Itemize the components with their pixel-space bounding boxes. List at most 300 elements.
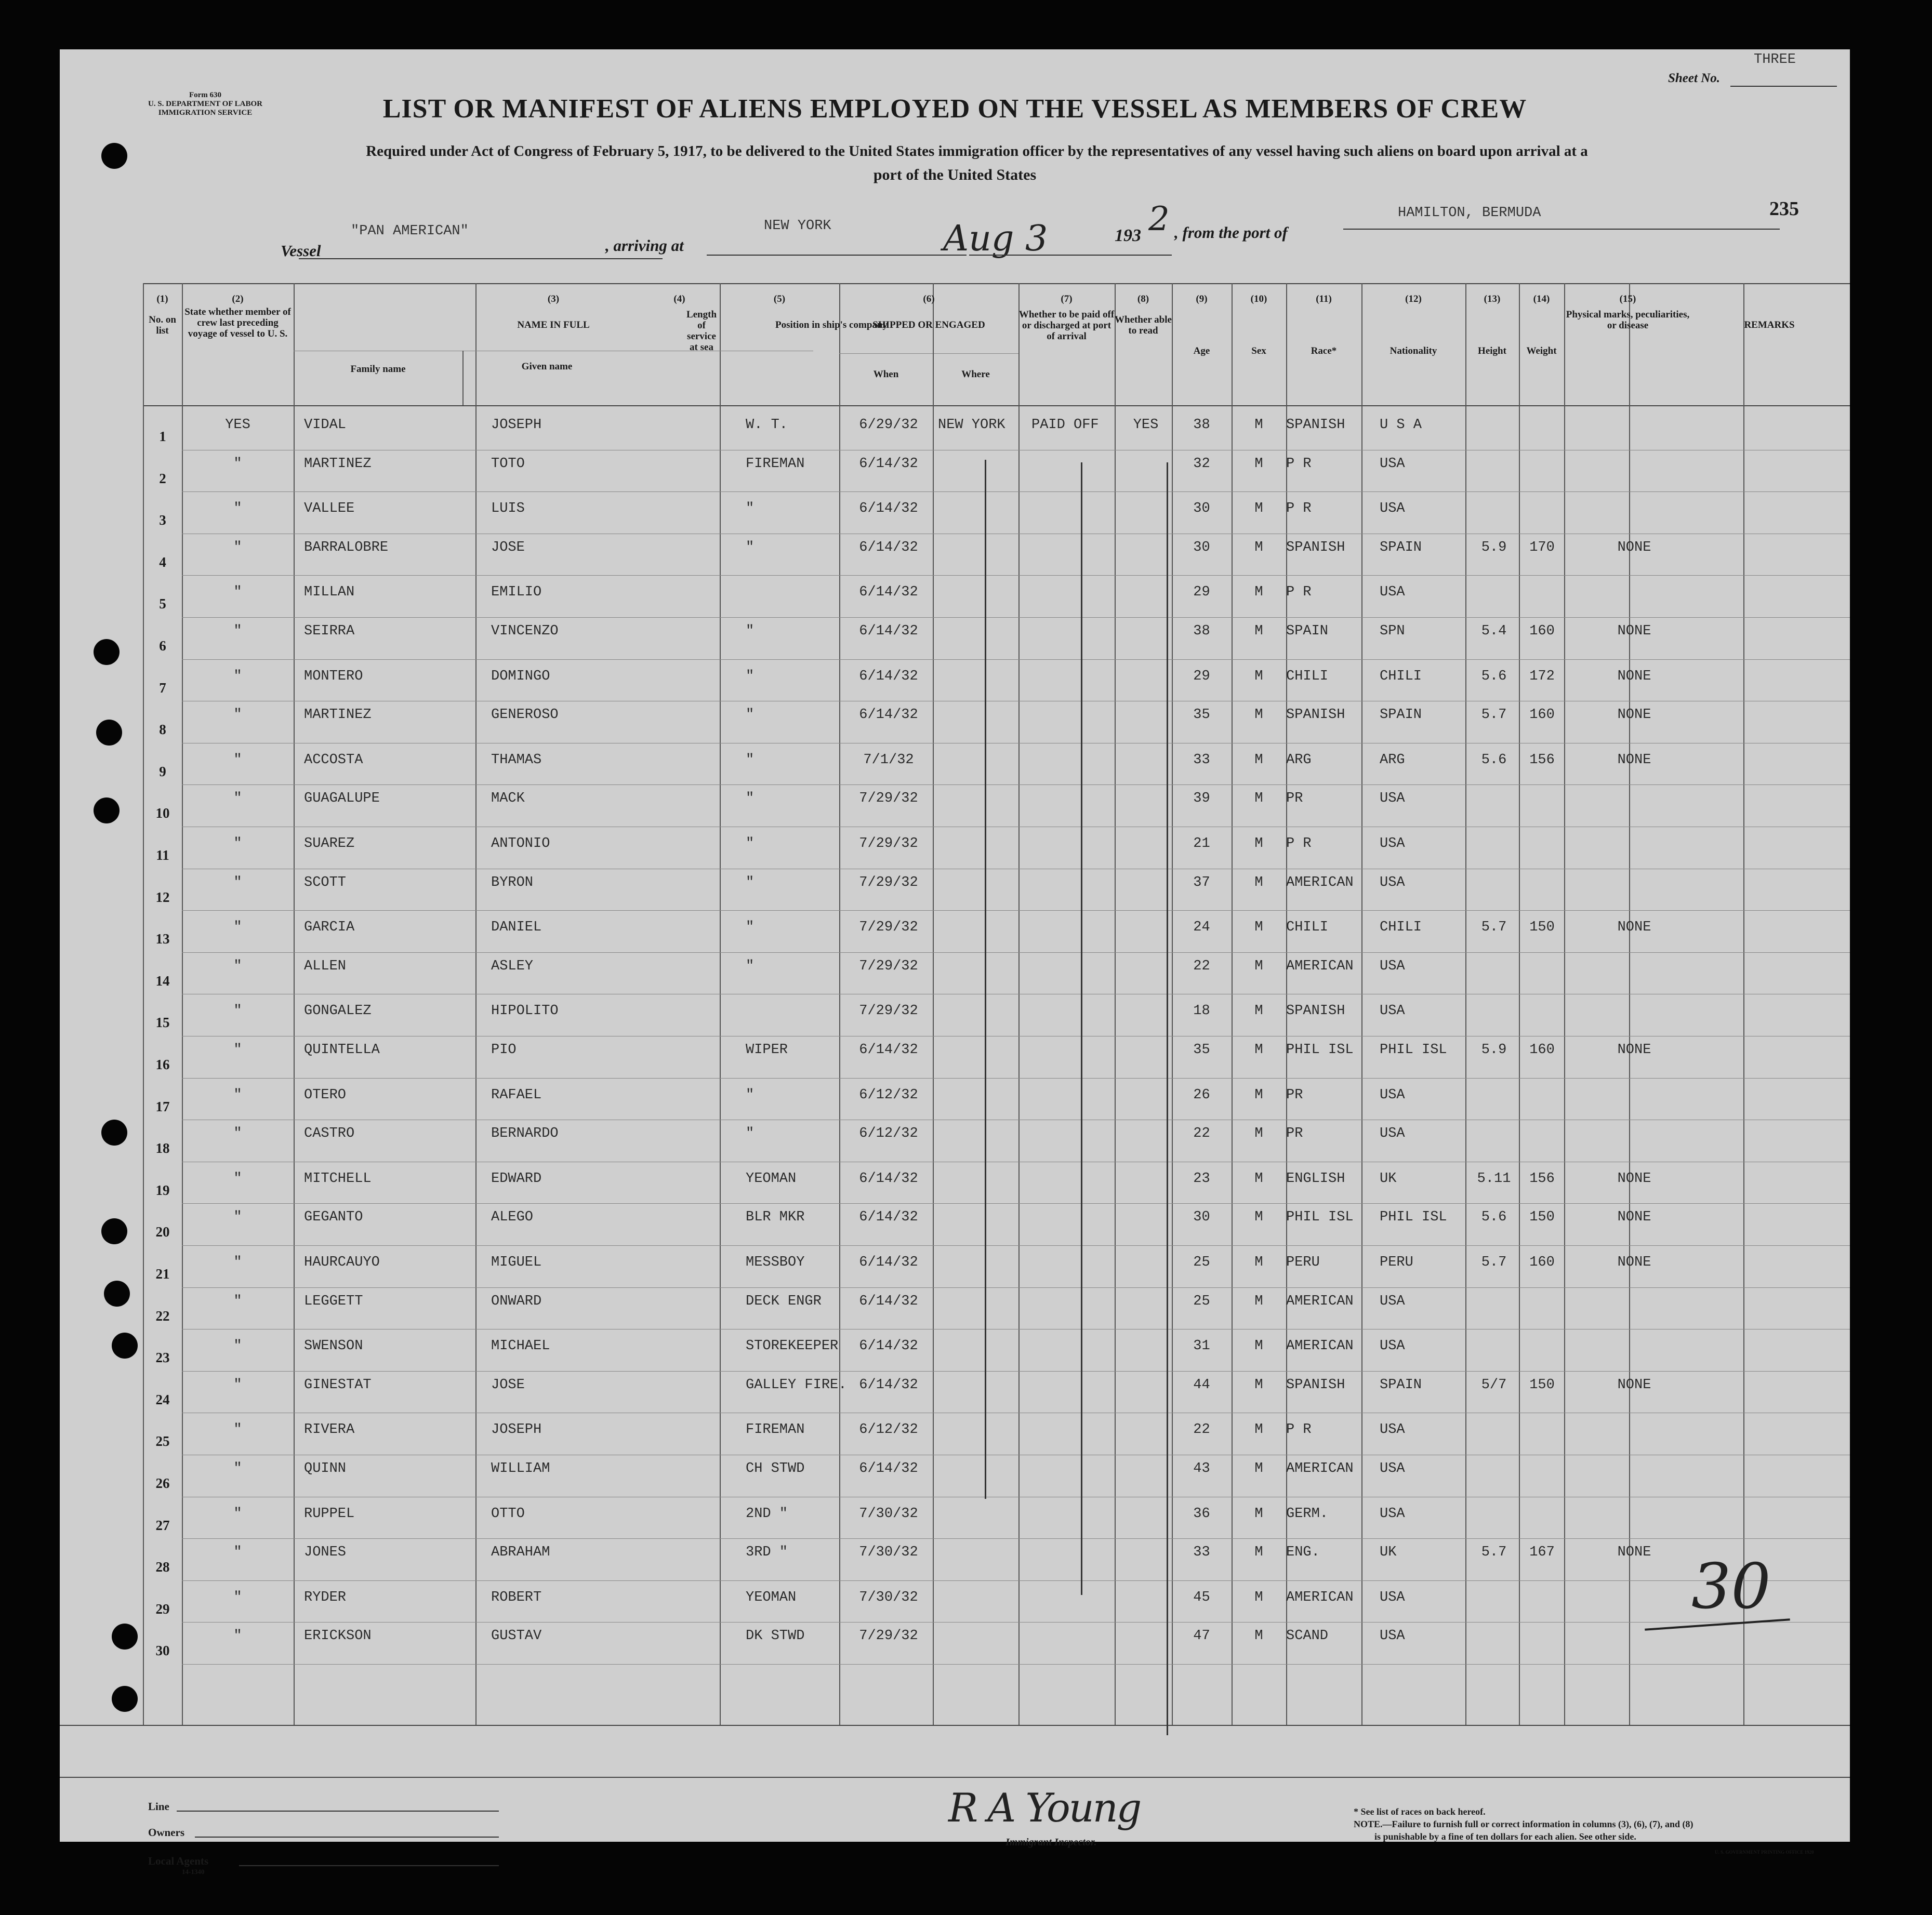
physical-marks-cell: NONE [1617, 1209, 1651, 1226]
form-department: U. S. DEPARTMENT OF LABOR [148, 100, 263, 108]
physical-marks-cell: NONE [1617, 1255, 1651, 1270]
age-cell: 45 [1193, 1589, 1210, 1605]
sheet-no-value: THREE [1754, 52, 1796, 68]
family-name-cell: SUAREZ [304, 836, 355, 852]
row-number: 12 [155, 889, 170, 905]
race-cell: PHIL ISL [1286, 1042, 1354, 1058]
line-label: Line [148, 1800, 169, 1813]
age-cell: 29 [1193, 668, 1210, 684]
shipped-when-cell: 6/14/32 [859, 584, 918, 601]
sex-cell: M [1254, 1506, 1263, 1522]
nationality-cell: SPAIN [1380, 707, 1422, 723]
family-name-cell: SCOTT [304, 874, 347, 890]
prev-voyage-cell: " [233, 623, 242, 639]
given-name-cell: JOSE [491, 539, 525, 555]
position-cell: 3RD " [746, 1545, 788, 1561]
family-name-cell: BARRALOBRE [304, 539, 389, 555]
col-num-10: (10) [1250, 294, 1267, 304]
weight-cell: 156 [1529, 1171, 1555, 1187]
family-name-cell: QUINTELLA [304, 1042, 380, 1058]
race-cell: SPANISH [1286, 707, 1345, 723]
given-name-cell: MACK [491, 791, 525, 807]
row-rule [182, 1245, 1850, 1246]
family-name-cell: GARCIA [304, 920, 355, 936]
race-cell: PR [1286, 1087, 1303, 1103]
sex-cell: M [1254, 1003, 1263, 1019]
row-rule [182, 659, 1850, 660]
sex-cell: M [1254, 1126, 1263, 1142]
subtitle-line2: port of the United States [873, 166, 1037, 183]
prev-voyage-cell: " [233, 668, 242, 684]
family-name-cell: MITCHELL [304, 1171, 372, 1187]
nationality-cell: UK [1380, 1545, 1397, 1561]
shipped-when-cell: 6/14/32 [859, 1377, 918, 1393]
position-cell: " [746, 1126, 755, 1142]
race-cell: AMERICAN [1286, 1338, 1354, 1354]
nationality-cell: SPN [1380, 623, 1405, 639]
age-cell: 26 [1193, 1087, 1210, 1103]
col-num-2: (2) [232, 294, 244, 304]
ditto-stroke [1081, 462, 1082, 1595]
able-read-cell: YES [1133, 417, 1159, 433]
agents-code: 14-1340 [182, 1868, 205, 1876]
weight-cell: 160 [1529, 1042, 1555, 1058]
position-cell: FIREMAN [746, 456, 805, 472]
agents-label: Local Agents [148, 1855, 209, 1867]
given-name-cell: MIGUEL [491, 1255, 542, 1270]
col-num-12: (12) [1405, 294, 1422, 304]
nationality-cell: USA [1380, 1422, 1405, 1438]
page-title: LIST OR MANIFEST OF ALIENS EMPLOYED ON THE VESSEL AS MEMBERS OF CREW [382, 94, 1527, 124]
row-rule [182, 784, 1850, 785]
age-cell: 35 [1193, 707, 1210, 723]
row-number: 14 [155, 973, 170, 989]
prev-voyage-cell: " [233, 1171, 242, 1187]
prev-voyage-cell: " [233, 1003, 242, 1019]
sex-cell: M [1254, 752, 1263, 768]
race-cell: SPANISH [1286, 1377, 1345, 1393]
vessel-name: "PAN AMERICAN" [351, 223, 469, 239]
row-number: 7 [159, 680, 166, 696]
paid-off-cell: PAID OFF [1031, 417, 1099, 433]
header-family-name: Family name [350, 364, 406, 375]
col-num-7: (7) [1061, 294, 1073, 304]
sex-cell: M [1254, 958, 1263, 974]
column-rule [143, 283, 144, 1725]
nationality-cell: USA [1380, 836, 1405, 852]
row-number: 17 [155, 1098, 170, 1114]
given-name-cell: WILLIAM [491, 1461, 550, 1477]
sex-cell: M [1254, 1209, 1263, 1226]
given-name-cell: BYRON [491, 874, 534, 890]
family-name-cell: ALLEN [304, 958, 347, 974]
family-name-cell: GEGANTO [304, 1209, 363, 1226]
position-cell: YEOMAN [746, 1589, 797, 1605]
prev-voyage-cell: " [233, 456, 242, 472]
nationality-cell: USA [1380, 1338, 1405, 1354]
column-rule [294, 283, 295, 1725]
row-number: 1 [159, 429, 166, 444]
given-name-cell: PIO [491, 1042, 517, 1058]
sex-cell: M [1254, 791, 1263, 807]
header-shipped: SHIPPED OR ENGAGED [872, 320, 985, 330]
row-number: 13 [155, 931, 170, 947]
age-cell: 25 [1193, 1255, 1210, 1270]
given-name-cell: TOTO [491, 456, 525, 472]
inspector-title: Immigrant Inspector. [1005, 1837, 1097, 1848]
nationality-cell: PHIL ISL [1380, 1042, 1447, 1058]
prev-voyage-cell: " [233, 1126, 242, 1142]
position-cell: DK STWD [746, 1628, 805, 1644]
race-cell: P R [1286, 456, 1312, 472]
shipped-when-cell: 7/29/32 [859, 1003, 918, 1019]
form-service: IMMIGRATION SERVICE [158, 109, 253, 117]
race-cell: SPAIN [1286, 623, 1329, 639]
note-races: * See list of races on back hereof. [1354, 1806, 1486, 1817]
header-height: Height [1478, 345, 1506, 356]
row-rule [182, 491, 1850, 492]
header-length-service: Length of service at sea [686, 309, 717, 353]
given-name-cell: GUSTAV [491, 1628, 542, 1644]
col-num-5: (5) [773, 294, 786, 304]
row-number: 18 [155, 1140, 170, 1156]
shipped-when-cell: 7/30/32 [859, 1589, 918, 1605]
sex-cell: M [1254, 1589, 1263, 1605]
physical-marks-cell: NONE [1617, 920, 1651, 936]
height-cell: 5.7 [1481, 920, 1507, 936]
row-rule [182, 1622, 1850, 1623]
row-rule [182, 1203, 1850, 1204]
shipped-when-cell: 6/14/32 [859, 1338, 918, 1354]
subtitle-line1: Required under Act of Congress of February 5, 1917, to be delivered to the United States immigration officer by the representatives of any vessel having such aliens on board upon arrival at a [366, 143, 1588, 159]
position-cell: W. T. [746, 417, 788, 433]
page-number: 235 [1769, 198, 1799, 220]
row-rule [182, 1287, 1850, 1288]
position-cell: " [746, 836, 755, 852]
from-port-label: , from the port of [1174, 223, 1288, 242]
shipped-when-cell: 6/14/32 [859, 1042, 918, 1058]
sex-cell: M [1254, 623, 1263, 639]
shipped-where-cell: NEW YORK [938, 417, 1005, 433]
column-rule [720, 283, 721, 1725]
row-rule [182, 1580, 1850, 1581]
age-cell: 32 [1193, 456, 1210, 472]
race-cell: AMERICAN [1286, 1293, 1354, 1309]
race-cell: AMERICAN [1286, 958, 1354, 974]
column-rule [1743, 283, 1744, 1725]
year-prefix: 193 [1115, 226, 1141, 245]
column-rule [1519, 283, 1520, 1725]
nationality-cell: U S A [1380, 417, 1422, 433]
shipped-when-cell: 6/14/32 [859, 1171, 918, 1187]
nationality-cell: USA [1380, 1003, 1405, 1019]
given-name-cell: MICHAEL [491, 1338, 550, 1354]
sex-cell: M [1254, 668, 1263, 684]
height-cell: 5.7 [1481, 1255, 1507, 1270]
race-cell: PR [1286, 1126, 1303, 1142]
header-given-name: Given name [521, 361, 573, 372]
position-cell: " [746, 1087, 755, 1103]
header-race: Race* [1311, 345, 1337, 356]
row-number: 11 [156, 847, 169, 863]
position-cell: " [746, 791, 755, 807]
family-name-cell: QUINN [304, 1461, 347, 1477]
age-cell: 38 [1193, 623, 1210, 639]
race-cell: PERU [1286, 1255, 1320, 1270]
column-rule [1115, 283, 1116, 1725]
shipped-subhead-rule [839, 353, 1018, 354]
height-cell: 5.6 [1481, 668, 1507, 684]
row-rule [182, 1078, 1850, 1079]
row-number: 24 [155, 1391, 170, 1407]
row-number: 28 [155, 1559, 170, 1575]
table-top-rule [143, 283, 1850, 284]
prev-voyage-cell: " [233, 707, 242, 723]
header-when: When [873, 369, 899, 380]
shipped-when-cell: 6/12/32 [859, 1087, 918, 1103]
age-cell: 25 [1193, 1293, 1210, 1309]
row-rule [182, 617, 1850, 618]
column-rule [1018, 283, 1020, 1725]
shipped-when-cell: 7/29/32 [859, 874, 918, 890]
shipped-when-cell: 6/14/32 [859, 707, 918, 723]
position-cell: BLR MKR [746, 1209, 805, 1226]
age-cell: 24 [1193, 920, 1210, 936]
ditto-stroke [985, 460, 986, 1499]
header-name-in-full: NAME IN FULL [517, 320, 590, 330]
from-port-line [1343, 229, 1780, 230]
nationality-cell: USA [1380, 1589, 1405, 1605]
position-cell: " [746, 668, 755, 684]
age-cell: 47 [1193, 1628, 1210, 1644]
race-cell: ARG [1286, 752, 1312, 768]
nationality-cell: USA [1380, 1461, 1405, 1477]
sex-cell: M [1254, 584, 1263, 601]
age-cell: 22 [1193, 1126, 1210, 1142]
row-number: 4 [159, 554, 166, 570]
header-able-read: Whether able to read [1115, 314, 1172, 336]
physical-marks-cell: NONE [1617, 752, 1651, 768]
race-cell: SPANISH [1286, 539, 1345, 555]
given-name-cell: VINCENZO [491, 623, 559, 639]
shipped-when-cell: 7/29/32 [859, 791, 918, 807]
family-name-cell: GONGALEZ [304, 1003, 372, 1019]
column-rule [1629, 283, 1630, 1725]
table-head-rule [143, 405, 1850, 406]
position-cell: CH STWD [746, 1461, 805, 1477]
header-paid-off: Whether to be paid off or discharged at port of arrival [1018, 309, 1115, 342]
age-cell: 22 [1193, 1422, 1210, 1438]
prev-voyage-cell: " [233, 1422, 242, 1438]
prev-voyage-cell: " [233, 1293, 242, 1309]
sex-cell: M [1254, 1422, 1263, 1438]
family-name-cell: GUAGALUPE [304, 791, 380, 807]
printer-imprint: U. S. GOVERNMENT PRINTING OFFICE 1920 [1715, 1850, 1814, 1855]
col-num-14: (14) [1533, 294, 1550, 304]
nationality-cell: USA [1380, 584, 1405, 601]
given-name-cell: DANIEL [491, 920, 542, 936]
header-position: Position in ship's company [775, 320, 888, 330]
crew-table [60, 283, 1850, 1746]
position-cell: WIPER [746, 1042, 788, 1058]
nationality-cell: USA [1380, 456, 1405, 472]
nationality-cell: SPAIN [1380, 539, 1422, 555]
weight-cell: 170 [1529, 539, 1555, 555]
shipped-when-cell: 6/14/32 [859, 456, 918, 472]
shipped-when-cell: 7/30/32 [859, 1506, 918, 1522]
sex-cell: M [1254, 1255, 1263, 1270]
shipped-when-cell: 6/12/32 [859, 1126, 918, 1142]
race-cell: GERM. [1286, 1506, 1329, 1522]
family-name-cell: MARTINEZ [304, 707, 372, 723]
sex-cell: M [1254, 1628, 1263, 1644]
shipped-when-cell: 7/29/32 [859, 1628, 918, 1644]
ditto-stroke [1167, 462, 1168, 1735]
age-cell: 38 [1193, 417, 1210, 433]
nationality-cell: USA [1380, 1628, 1405, 1644]
given-name-cell: EMILIO [491, 584, 542, 601]
age-cell: 39 [1193, 791, 1210, 807]
height-cell: 5.4 [1481, 623, 1507, 639]
prev-voyage-cell: " [233, 958, 242, 974]
family-name-cell: LEGGETT [304, 1293, 363, 1309]
age-cell: 35 [1193, 1042, 1210, 1058]
age-cell: 21 [1193, 836, 1210, 852]
prev-voyage-cell: " [233, 539, 242, 555]
vessel-label: Vessel [281, 242, 321, 260]
height-cell: 5.7 [1481, 707, 1507, 723]
sex-cell: M [1254, 920, 1263, 936]
prev-voyage-cell: " [233, 501, 242, 517]
owners-label: Owners [148, 1826, 184, 1839]
footer-divider [60, 1777, 1850, 1778]
vessel-line [299, 258, 663, 259]
header-age: Age [1193, 345, 1210, 356]
sex-cell: M [1254, 1461, 1263, 1477]
nationality-cell: ARG [1380, 752, 1405, 768]
sex-cell: M [1254, 539, 1263, 555]
row-number: 2 [159, 470, 166, 486]
row-rule [182, 952, 1850, 953]
family-name-cell: ACCOSTA [304, 752, 363, 768]
row-number: 30 [155, 1643, 170, 1659]
physical-marks-cell: NONE [1617, 623, 1651, 639]
race-cell: PR [1286, 791, 1303, 807]
sex-cell: M [1254, 1042, 1263, 1058]
row-number: 23 [155, 1350, 170, 1366]
family-name-cell: HAURCAUYO [304, 1255, 380, 1270]
column-rule [1564, 283, 1565, 1725]
sex-cell: M [1254, 1171, 1263, 1187]
position-cell: " [746, 958, 755, 974]
age-cell: 22 [1193, 958, 1210, 974]
position-cell: " [746, 752, 755, 768]
given-name-cell: ROBERT [491, 1589, 542, 1605]
race-cell: AMERICAN [1286, 874, 1354, 890]
height-cell: 5.6 [1481, 1209, 1507, 1226]
col-num-15: (15) [1619, 294, 1636, 304]
shipped-when-cell: 6/29/32 [859, 417, 918, 433]
prev-voyage-cell: " [233, 1589, 242, 1605]
race-cell: AMERICAN [1286, 1589, 1354, 1605]
given-name-cell: THAMAS [491, 752, 542, 768]
age-cell: 30 [1193, 501, 1210, 517]
prev-voyage-cell: " [233, 1506, 242, 1522]
given-name-cell: HIPOLITO [491, 1003, 559, 1019]
shipped-when-cell: 6/14/32 [859, 1255, 918, 1270]
row-rule [182, 1371, 1850, 1372]
col-num-3: (3) [547, 294, 560, 304]
row-rule [182, 910, 1850, 911]
note-fine: is punishable by a fine of ten dollars for each alien. See other side. [1374, 1831, 1636, 1842]
shipped-when-cell: 7/30/32 [859, 1545, 918, 1561]
given-name-cell: EDWARD [491, 1171, 542, 1187]
position-cell: 2ND " [746, 1506, 788, 1522]
shipped-when-cell: 6/14/32 [859, 539, 918, 555]
row-number: 8 [159, 722, 166, 738]
weight-cell: 160 [1529, 1255, 1555, 1270]
physical-marks-cell: NONE [1617, 1545, 1651, 1561]
header-prev-voyage: State whether member of crew last preceding voyage of vessel to U. S. [184, 307, 291, 339]
header-remarks: REMARKS [1744, 320, 1795, 330]
inspector-signature: R A Young [948, 1785, 1141, 1831]
race-cell: SPANISH [1286, 417, 1345, 433]
family-name-cell: CASTRO [304, 1126, 355, 1142]
agents-underline [239, 1865, 499, 1866]
nationality-cell: USA [1380, 1293, 1405, 1309]
row-rule [182, 575, 1850, 576]
given-name-cell: ONWARD [491, 1293, 542, 1309]
given-name-cell: OTTO [491, 1506, 525, 1522]
sex-cell: M [1254, 836, 1263, 852]
prev-voyage-cell: " [233, 1377, 242, 1393]
sex-cell: M [1254, 417, 1263, 433]
family-name-cell: SEIRRA [304, 623, 355, 639]
family-name-cell: RYDER [304, 1589, 347, 1605]
physical-marks-cell: NONE [1617, 1377, 1651, 1393]
prev-voyage-cell: YES [225, 417, 250, 433]
position-cell: " [746, 539, 755, 555]
row-number: 16 [155, 1057, 170, 1072]
height-cell: 5.11 [1477, 1171, 1511, 1187]
sex-cell: M [1254, 1545, 1263, 1561]
race-cell: P R [1286, 836, 1312, 852]
row-number: 5 [159, 596, 166, 612]
family-name-cell: MONTERO [304, 668, 363, 684]
family-name-cell: VALLEE [304, 501, 355, 517]
col-num-11: (11) [1316, 294, 1332, 304]
sheet-no-label: Sheet No. [1668, 71, 1720, 85]
row-number: 20 [155, 1224, 170, 1240]
col-num-13: (13) [1484, 294, 1501, 304]
family-name-cell: GINESTAT [304, 1377, 372, 1393]
form-number: Form 630 [189, 91, 222, 99]
col-num-8: (8) [1137, 294, 1149, 304]
family-name-cell: JONES [304, 1545, 347, 1561]
arrival-date: Aug 3 [943, 218, 1048, 259]
position-cell: " [746, 707, 755, 723]
nationality-cell: USA [1380, 501, 1405, 517]
nationality-cell: USA [1380, 1126, 1405, 1142]
row-number: 26 [155, 1475, 170, 1491]
header-weight: Weight [1526, 345, 1557, 356]
family-name-cell: SWENSON [304, 1338, 363, 1354]
given-name-cell: ABRAHAM [491, 1545, 550, 1561]
nationality-cell: USA [1380, 874, 1405, 890]
shipped-when-cell: 6/14/32 [859, 1209, 918, 1226]
prev-voyage-cell: " [233, 1255, 242, 1270]
prev-voyage-cell: " [233, 584, 242, 601]
